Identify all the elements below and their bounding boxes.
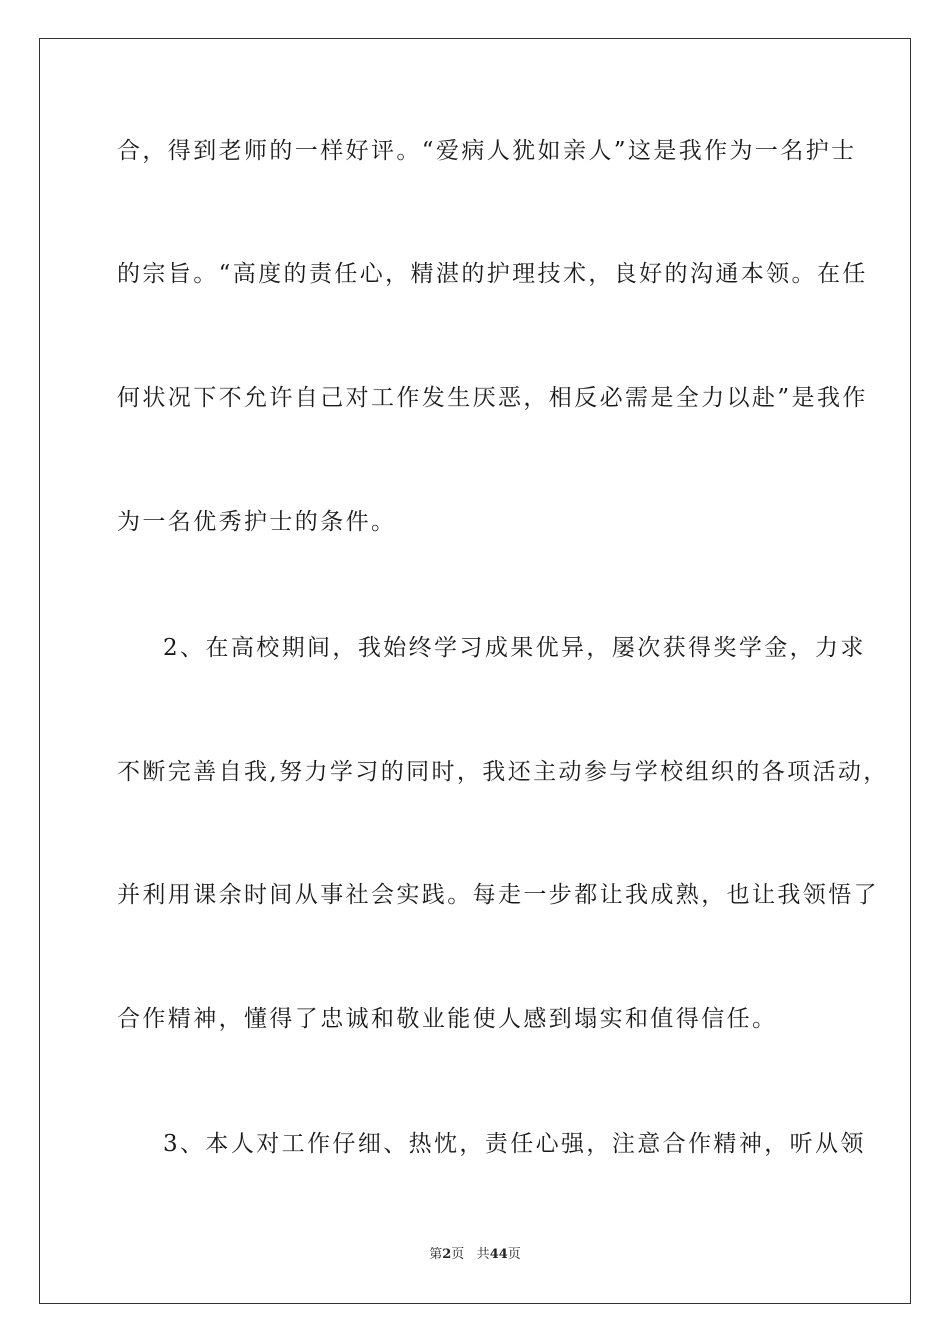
page-suffix: 页 — [451, 1247, 465, 1262]
text-line: 的宗旨。“高度的责任心，精湛的护理技术，良好的沟通本领。在任 — [117, 261, 868, 287]
page-prefix: 第 — [429, 1247, 443, 1262]
text-line: 为一名优秀护士的条件。 — [117, 509, 397, 535]
text-line: 不断完善自我,努力学习的同时，我还主动参与学校组织的各项活动， — [117, 759, 889, 785]
paragraph-start-line: 3、本人对工作仔细、热忱，责任心强，注意合作精神，听从领 — [163, 1131, 866, 1157]
page-footer — [0, 1246, 950, 1264]
total-prefix: 共 — [476, 1247, 490, 1262]
total-suffix: 页 — [507, 1247, 521, 1262]
total-pages: 44 — [489, 1247, 508, 1262]
text-line: 何状况下不允许自己对工作发生厌恶，相反必需是全力以赴”是我作 — [117, 385, 868, 411]
page-number: 2 — [442, 1247, 452, 1262]
paragraph-start-line: 2、在高校期间，我始终学习成果优异，屡次获得奖学金，力求 — [163, 635, 866, 661]
text-line: 合，得到老师的一样好评。“爱病人犹如亲人”这是我作为一名护士 — [117, 138, 857, 164]
text-line: 合作精神，懂得了忠诚和敬业能使人感到塌实和值得信任。 — [117, 1006, 778, 1032]
page-border — [39, 38, 911, 1304]
text-line: 并利用课余时间从事社会实践。每走一步都让我成熟，也让我领悟了 — [117, 882, 879, 908]
